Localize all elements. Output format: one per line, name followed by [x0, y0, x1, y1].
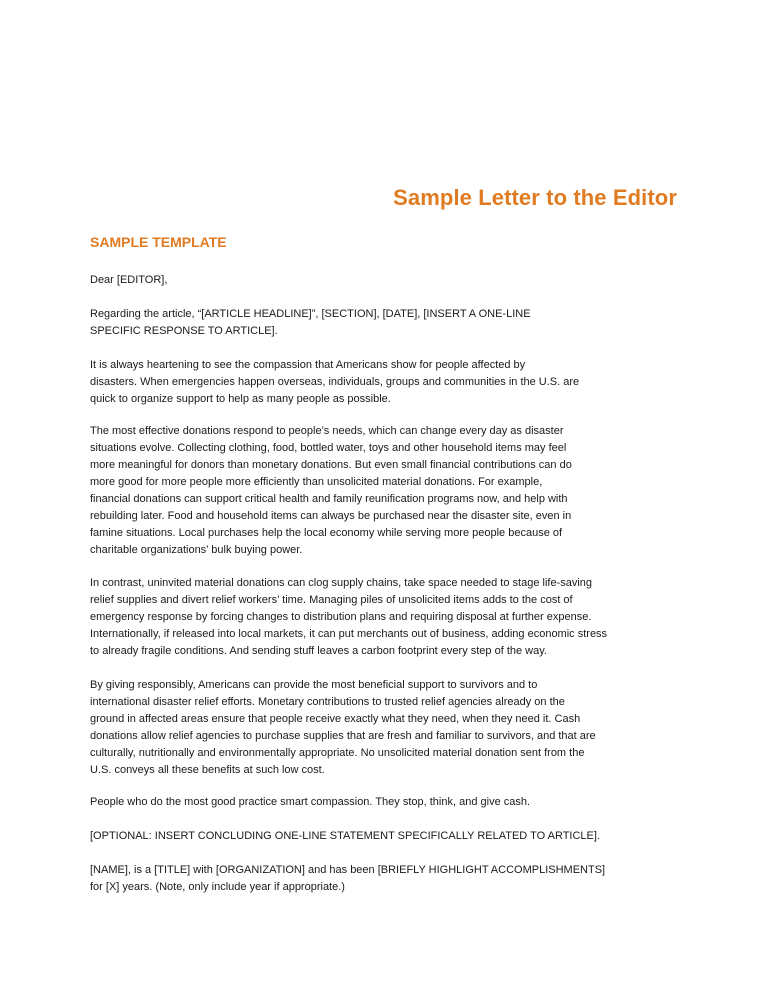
text-line: relief supplies and divert relief workers’ time. Managing piles of unsolicited items adds to the cost of	[90, 594, 573, 606]
text-line: U.S. conveys all these benefits at such low cost.	[90, 764, 325, 776]
text-line: Regarding the article, “[ARTICLE HEADLINE]”, [SECTION], [DATE], [INSERT A ONE-LINE	[90, 308, 531, 320]
heartening-paragraph	[90, 357, 690, 408]
text-line: financial donations can support critical health and family reunification programs now, and help with	[90, 493, 568, 505]
salutation-paragraph	[90, 272, 690, 289]
text-line: more meaningful for donors than monetary donations. But even small financial contributions can do	[90, 459, 572, 471]
effective-donations-paragraph	[90, 423, 690, 559]
text-line: rebuilding later. Food and household items can always be purchased near the disaster site, even in	[90, 510, 572, 522]
contrast-paragraph	[90, 575, 690, 660]
text-line: By giving responsibly, Americans can provide the most beneficial support to survivors and to	[90, 679, 538, 691]
text-line: [NAME], is a [TITLE] with [ORGANIZATION] and has been [BRIEFLY HIGHLIGHT ACCOMPLISHMENTS]	[90, 864, 606, 876]
text-line: SPECIFIC RESPONSE TO ARTICLE].	[90, 325, 278, 337]
text-line: ground in affected areas ensure that people receive exactly what they need, when they need it. Cash	[90, 713, 581, 725]
text-line: famine situations. Local purchases help the local economy while serving more people because of	[90, 527, 563, 539]
giving-responsibly-paragraph	[90, 677, 690, 779]
text-line: In contrast, uninvited material donations can clog supply chains, take space needed to stage life-saving	[90, 577, 593, 589]
text-line: emergency response by forcing changes to distribution plans and requiring disposal at further expense.	[90, 611, 592, 623]
text-line: international disaster relief efforts. Monetary contributions to trusted relief agencies already on the	[90, 696, 565, 708]
text-line: donations allow relief agencies to purchase supplies that are fresh and familiar to survivors, and that are	[90, 730, 596, 742]
text-line: People who do the most good practice smart compassion. They stop, think, and give cash.	[90, 796, 531, 808]
text-line: situations evolve. Collecting clothing, food, bottled water, toys and other household items may feel	[90, 442, 567, 454]
text-line: Internationally, if released into local markets, it can put merchants out of business, adding economic stress	[90, 628, 608, 640]
document-title: Sample Letter to the Editor	[393, 185, 677, 210]
text-line: for [X] years. (Note, only include year if appropriate.)	[90, 881, 345, 893]
text-line: quick to organize support to help as many people as possible.	[90, 393, 391, 405]
text-line: charitable organizations’ bulk buying power.	[90, 544, 303, 556]
text-line: disasters. When emergencies happen overseas, individuals, groups and communities in the U.S. are	[90, 376, 580, 388]
text-line: [OPTIONAL: INSERT CONCLUDING ONE-LINE STATEMENT SPECIFICALLY RELATED TO ARTICLE].	[90, 830, 600, 842]
text-line: It is always heartening to see the compassion that Americans show for people affected by	[90, 359, 526, 371]
template-subheading: SAMPLE TEMPLATE	[90, 234, 227, 250]
text-line: to already fragile conditions. And sending stuff leaves a carbon footprint every step of the way.	[90, 645, 547, 657]
text-line: Dear [EDITOR],	[90, 274, 168, 286]
text-line: The most effective donations respond to people’s needs, which can change every day as disaster	[90, 425, 564, 437]
regarding-paragraph	[90, 306, 690, 340]
signature-bio-paragraph	[90, 862, 690, 896]
optional-statement-paragraph	[90, 828, 690, 845]
smart-compassion-paragraph	[90, 794, 690, 811]
text-line: culturally, nutritionally and environmentally appropriate. No unsolicited material donation sent from the	[90, 747, 585, 759]
text-line: more good for more people more efficiently than unsolicited material donations. For example,	[90, 476, 543, 488]
